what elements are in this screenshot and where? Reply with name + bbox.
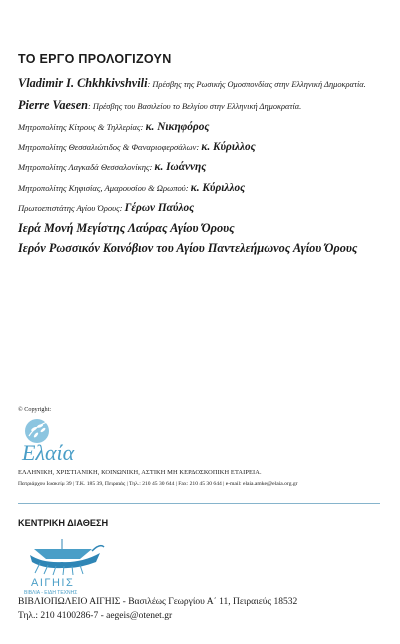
prologue-role: Μητροπολίτης Κίτρους & Τηλλερίας: <box>18 122 146 132</box>
prologue-name: Vladimir I. Chkhkivshvili <box>18 76 148 90</box>
ship-icon <box>30 539 104 575</box>
bookstore-contact: Τηλ.: 210 4100286-7 - aegeis@otenet.gr <box>18 611 173 621</box>
prologue-name: Ιερά Μονή Μεγίστης Λαύρας Αγίου Όρους <box>18 221 235 235</box>
page-heading: ΤΟ ΕΡΓΟ ΠΡΟΛΟΓΙΖΟΥΝ <box>18 52 172 66</box>
aigeis-logo-text: ΑΙΓΗΙΣ <box>31 577 75 589</box>
prologue-line-4 <box>18 137 256 155</box>
bookstore-address: ΒΙΒΛΙΟΠΩΛΕΙΟ ΑΙΓΗΙΣ - Βασιλέως Γεωργίου Α΄ 11, Πειραιεύς 18532 <box>18 597 298 607</box>
prologue-line-5 <box>18 157 206 175</box>
aigeis-logo-subtitle: ΒΙΒΛΙΑ - ΕΙΔΗ ΤΕΧΝΗΣ <box>24 590 78 595</box>
prologue-line-9 <box>18 239 357 257</box>
prologue-title: : Πρέσβης της Ρωσικής Ομοσπονδίας στην Ελληνική Δημοκρατία. <box>147 80 366 89</box>
prologue-role: Μητροπολίτης Κηφισίας, Αμαρουσίου & Ωρωπού: <box>18 183 191 193</box>
prologue-name: κ. Κύριλλος <box>201 141 256 153</box>
prologue-name: Γέρων Παύλος <box>124 202 195 214</box>
elaia-logo <box>20 416 92 464</box>
prologue-line-1 <box>18 74 366 92</box>
prologue-line-2 <box>18 96 301 114</box>
copyright-label: © Copyright: <box>18 406 52 413</box>
prologue-name: κ. Νικηφόρος <box>145 121 210 133</box>
prologue-line-3 <box>18 117 209 135</box>
prologue-title: : Πρέσβης του Βασιλείου το Βελγίου στην Ελληνική Δημοκρατία. <box>88 102 302 111</box>
prologue-line-6 <box>18 178 245 196</box>
prologue-line-8 <box>18 219 235 237</box>
aigeis-logo <box>22 533 108 595</box>
prologue-line-7 <box>18 198 194 216</box>
elaia-logo-text: Ελαία <box>22 440 75 464</box>
prologue-role: Μητροπολίτης Θεσσαλιώτιδος & Φαναριοφερσάλων: <box>18 142 202 152</box>
prologue-name: Ιερόν Ρωσσικόν Κοινόβιον του Αγίου Παντελεήμωνος Αγίου Όρους <box>18 241 358 255</box>
elaia-contact: Πατριάρχου Ιωακείμ 39 | Τ.Κ. 185 39, Πειραιάς | Τηλ.: 210 45 30 644 | Fax: 210 45 30 644 | e-mail: elaia.amke@elaia.org.gr <box>18 481 298 487</box>
elaia-description: ΕΛΛΗΝΙΚΗ, ΧΡΙΣΤΙΑΝΙΚΗ, ΚΟΙΝΩΝΙΚΗ, ΑΣΤΙΚΗ ΜΗ ΚΕΡΔΟΣΚΟΠΙΚΗ ΕΤΑΙΡΕΙΑ. <box>18 469 262 476</box>
prologue-role: Πρωτοεπιστάτης Αγίου Όρους: <box>18 203 125 213</box>
prologue-role: Μητροπολίτης Λαγκαδά Θεσσαλονίκης: <box>18 162 155 172</box>
prologue-name: κ. Κύριλλος <box>190 182 246 194</box>
divider <box>18 503 380 504</box>
distribution-heading: ΚΕΝΤΡΙΚΗ ΔΙΑΘΕΣΗ <box>18 518 109 528</box>
prologue-name: κ. Ιωάννης <box>154 161 207 173</box>
prologue-name: Pierre Vaesen <box>18 98 89 112</box>
